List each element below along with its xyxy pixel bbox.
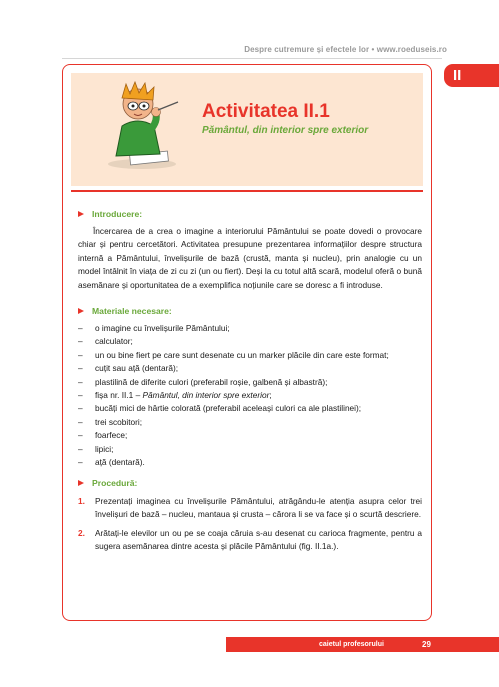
step-text: Prezentați imaginea cu învelișurile Pământului, atrăgându-le atenția asupra celor trei învelișuri de bază – nucleu, mantaua și crusta – cărora li se va face și o scurtă descriere. <box>95 496 422 519</box>
triangle-bullet-icon <box>78 480 84 486</box>
intro-heading <box>78 209 142 219</box>
materials-list <box>78 322 422 469</box>
footer-label: caietul profesorului <box>319 641 384 648</box>
activity-subtitle: Pământul, din interior spre exterior <box>202 125 369 136</box>
list-item: – trei scobitori; <box>78 416 422 429</box>
fisa-prefix: fișa nr. II.1 – <box>95 389 143 400</box>
list-item: – cuțit sau ață (dentară); <box>78 362 422 375</box>
fisa-title: Pământul, din interior spre exterior <box>142 389 270 400</box>
materials-heading-label: Materiale necesare: <box>92 306 172 316</box>
procedure-heading-label: Procedură: <box>92 478 138 488</box>
page-number: 29 <box>422 640 431 649</box>
step-number: 1. <box>78 496 85 506</box>
thinking-student-illustration <box>100 80 182 170</box>
list-item: – ață (dentară). <box>78 456 422 469</box>
procedure-step <box>78 495 422 520</box>
activity-title: Activitatea II.1 <box>202 101 330 122</box>
fisa-suffix: ; <box>269 389 272 400</box>
list-item: – lipici; <box>78 443 422 456</box>
intro-paragraph: Încercarea de a crea o imagine a interiorului Pământului se poate dovedi o provocare chiar și pentru cercetători. Activitatea presupune prezentarea informațiilor despre structura internă a Pământului, învelișurile de bază (crustă, manta și nucleu), prin analogie cu un model întâlnit în viața de zi cu zi (un ou fiert). Deși la cu totul altă scară, modelul oferă o bună asemănare și oportunitatea de a exemplifica noțiunile care se doresc a fi introduse. <box>78 226 422 290</box>
procedure-heading <box>78 478 137 488</box>
intro-heading-label: Introducere: <box>92 209 143 219</box>
header-rule <box>62 58 442 59</box>
list-item: – plastilină de diferite culori (preferabil roșie, galbenă și albastră); <box>78 376 422 389</box>
header-divider <box>71 190 423 192</box>
list-item: – o imagine cu învelișurile Pământului; <box>78 322 422 335</box>
procedure-step <box>78 527 422 552</box>
triangle-bullet-icon <box>78 308 84 314</box>
footer-bar <box>226 637 499 652</box>
materials-heading <box>78 306 172 316</box>
chapter-tab: II <box>444 64 499 87</box>
running-header: Despre cutremure și efectele lor • www.roeduseis.ro <box>244 45 447 54</box>
step-text: Arătați-le elevilor un ou pe se coaja căruia s-au desenat cu carioca fragmente, pentru a sugera asemănarea dintre acesta și plăcile Pământului (fig. II.1a.). <box>95 528 422 551</box>
triangle-bullet-icon <box>78 211 84 217</box>
step-number: 2. <box>78 528 85 538</box>
list-item: – calculator; <box>78 335 422 348</box>
procedure-steps <box>78 495 422 559</box>
list-item: – un ou bine fiert pe care sunt desenate cu un marker plăcile din care este format; <box>78 349 422 362</box>
list-item: – foarfece; <box>78 429 422 442</box>
list-item: – bucăți mici de hârtie colorată (preferabil aceleași culori ca ale plastilinei); <box>78 402 422 415</box>
list-item-fisa <box>78 389 422 402</box>
